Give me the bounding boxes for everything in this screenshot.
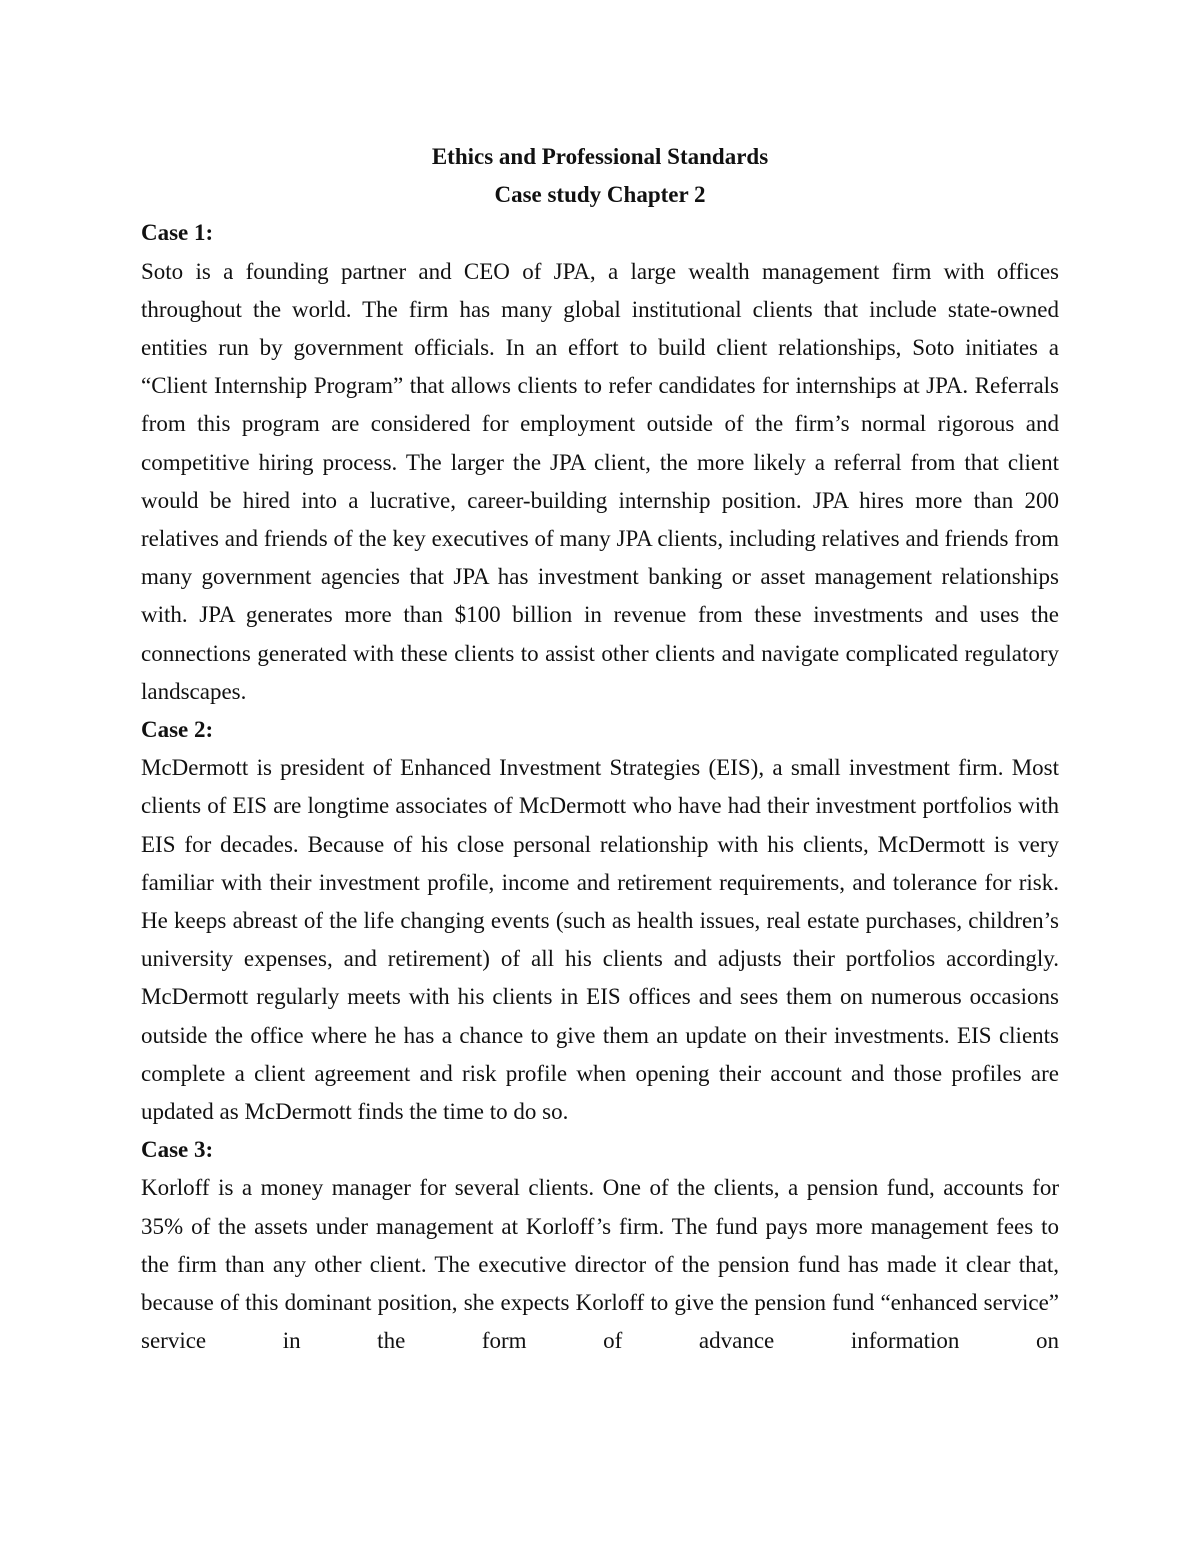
case-1-body: Soto is a founding partner and CEO of JPA, a large wealth management firm with offices throughout the world. The firm has many global institutional clients that include state-owned entities run by government officials. In an effort to build client relationships, Soto initiates a “Client Internship Program” that allows clients to refer candidates for internships at JPA. Referrals from this program are considered for employment outside of the firm’s normal rigorous and competitive hiring process. The larger the JPA client, the more likely a referral from that client would be hired into a lucrative, career-building internship position. JPA hires more than 200 relatives and friends of the key executives of many JPA clients, including relatives and friends from many government agencies that JPA has investment banking or asset management relationships with. JPA generates more than $100 billion in revenue from these investments and uses the connections generated with these clients to assist other clients and navigate complicated regulatory landscapes. — [141, 258, 1059, 704]
document-title: Ethics and Professional Standards — [431, 144, 769, 169]
case-3-heading: Case 3: — [141, 1137, 214, 1163]
case-2-body: McDermott is president of Enhanced Investment Strategies (EIS), a small investment firm. Most clients of EIS are longtime associates of McDermott who have had their investment portfolios with EIS for decades. Because of his close personal relationship with his clients, McDermott is very familiar with their investment profile, income and retirement requirements, and tolerance for risk. He keeps abreast of the life changing events (such as health issues, real estate purchases, children’s university expenses, and retirement) of all his clients and adjusts their portfolios accordingly. McDermott regularly meets with his clients in EIS offices and sees them on numerous occasions outside the office where he has a chance to give them an update on their investments. EIS clients complete a client agreement and risk profile when opening their account and those profiles are updated as McDermott finds the time to do so. — [141, 755, 1059, 1125]
document-subtitle: Case study Chapter 2 — [494, 182, 706, 208]
case-2-section — [141, 711, 1059, 1131]
document-page — [141, 138, 1059, 1361]
case-3-section — [141, 1131, 1059, 1360]
case-3-body: Korloff is a money manager for several clients. One of the clients, a pension fund, accounts for 35% of the assets under management at Korloff’s firm. The fund pays more management fees to the firm than any other client. The executive director of the pension fund has made it clear that, because of this dominant position, she expects Korloff to give the pension fund “enhanced service” service in the form of advance information on — [141, 1175, 1059, 1354]
case-1-section — [141, 214, 1059, 711]
case-1-heading: Case 1: — [141, 220, 214, 246]
case-2-heading: Case 2: — [141, 717, 214, 743]
